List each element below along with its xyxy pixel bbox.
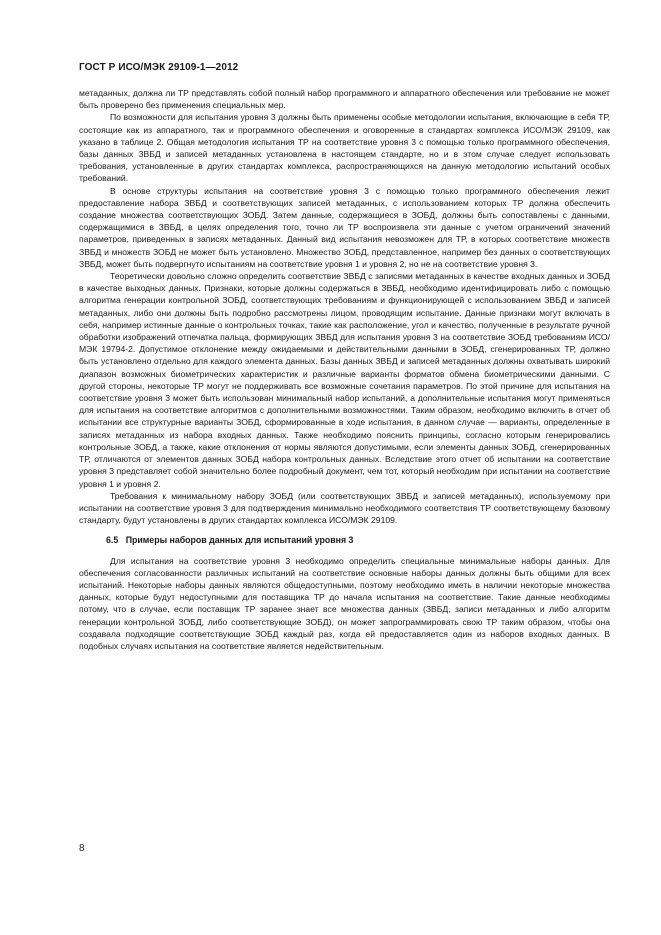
- document-body: [79, 87, 610, 652]
- paragraph: Требования к минимальному набору ЗОБД (или соответствующих ЗВБД и записей метаданных), используемому при испытании на соответствие уровня 3 для подтверждения минимально необходимого соответствия ТР соответствующему базовому стандарту, будут установлены в других стандартах комплекса ИСО/МЭК 29109.: [79, 490, 610, 526]
- paragraph-continuation: метаданных, должна ли ТР представлять собой полный набор программного и аппаратного обеспечения или требование не может быть проверено без применения специальных мер.: [79, 88, 610, 111]
- page-number: 8: [79, 843, 85, 854]
- section-number: 6.5: [106, 535, 119, 546]
- document-header: ГОСТ Р ИСО/МЭК 29109-1—2012: [79, 62, 239, 73]
- paragraph: Для испытания на соответствие уровня 3 необходимо определить специальные минимальные наборы данных. Для обеспечения согласованности различных испытаний на соответствие основные наборы данных должны быть общими для всех испытаний. Некоторые наборы данных являются общедоступными, поэтому необходимо иметь в наличии некоторые множества данных, которые будут недоступными для поставщика ТР до начала испытания на соответствие. Такие данные необходимы потому, что в случае, если поставщик ТР заранее знает все множества данных (ЗВБД, записи метаданных и либо алгоритм генерации контрольной ЗОБД, либо соответствующие ЗОБД), он может запрограммировать свою ТР таким образом, чтобы она создавала подходящие соответствующие ЗОБД каждый раз, когда ей предоставляется один из наборов входных данных. В подобных случаях испытания на соответствие является недействительным.: [79, 555, 610, 651]
- paragraph: Теоретически довольно сложно определить соответствие ЗВБД с записями метаданных в качестве входных данных и ЗОБД в качестве выходных данных. Признаки, которые должны содержаться в ЗВБД, необходимо идентифицировать либо с помощью алгоритма генерации контрольной ЗОБД, соответствующих требованиям и функционирующей с использованием ЗВБД и записей метаданных, либо они должны быть подробно рассмотрены лицом, проводящим испытание. Данные признаки могут включать в себя, например истинные данные о контрольных точках, такие как расположение, угол и качество, полученные в результате ручной обработки изображений отпечатка пальца, формирующих ЗВБД для испытания уровня 3 на соответствие ЗОБД требованиям ИСО/МЭК 19794-2. Допустимое отклонение между ожидаемыми и действительными данными в ЗОБД, сгенерированных ТР, должно быть установлено отдельно для каждого элемента данных. Базы данных ЗВБД и записей метаданных должны охватывать широкий диапазон возможных биометрических характеристик и различные варианты форматов обмена биометрическими данными. С другой стороны, некоторые ТР могут не поддерживать все возможные сочетания параметров. По этой причине для испытания на соответствие уровня 3 может быть использован минимальный набор испытаний, а дополнительные испытания могут применяться для испытания на соответствие алгоритмов с дополнительными возможностями. Таким образом, необходимо включить в отчет об испытании все структурные варианты ЗОБД, сформированные в ходе испытания, в данном случае — варианты, определенные в записях метаданных из набора входных данных. Также необходимо пояснить принципы, согласно которым генерировались контрольные ЗОБД, а также, какие отклонения от нормы являются допустимыми, если элементы данных ЗОБД, сгенерированных ТР, отличаются от элементов данных ЗОБД набора контрольных данных. Вследствие этого отчет об испытании на соответствие уровня 3 представляет собой значительно более подробный документ, чем тот, который необходим при испытании на соответствие уровня 1 и уровня 2.: [79, 271, 610, 489]
- paragraph: По возможности для испытания уровня 3 должны быть применены особые методологии испытания, включающие в себя ТР, состоящие как из аппаратного, так и программного обеспечения и оговоренные в стандартах комплекса ИСО/МЭК 29109, как указано в таблице 2. Общая методология испытания ТР на соответствие уровня 3 с помощью только программного обеспечения, базы данных ЗВБД и записей метаданных установлена в настоящем стандарте, но и в этом случае следует использовать требования, установленные в других стандартах комплекса, распространяющихся на данную методологию испытаний особых требований.: [79, 112, 610, 184]
- paragraph: В основе структуры испытания на соответствие уровня 3 с помощью только программного обеспечения лежит предоставление набора ЗВБД и соответствующих записей метаданных, с использованием которых ТР должна обеспечить создание множества соответствующих ЗОБД. Затем данные, содержащиеся в ЗОБД, должны быть сопоставлены с данными, содержащимися в ЗВБД, в целях определения того, точно ли ТР воспроизвела эти данные с учетом ограничений значений параметров, приведенных в записях метаданных. Данный вид испытания невозможен для ТР, в которых соответствие множеств ЗВБД и множеств ЗОБД не может быть установлено. Множество ЗОБД, представленное, например без данных о соответствующих ЗВБД, может быть подвергнуто испытаниям на соответствие уровня 1 и уровня 2, но не на соответствие уровня 3.: [79, 185, 610, 269]
- section-title: Примеры наборов данных для испытаний уровня 3: [125, 535, 354, 546]
- section-heading: [106, 534, 610, 546]
